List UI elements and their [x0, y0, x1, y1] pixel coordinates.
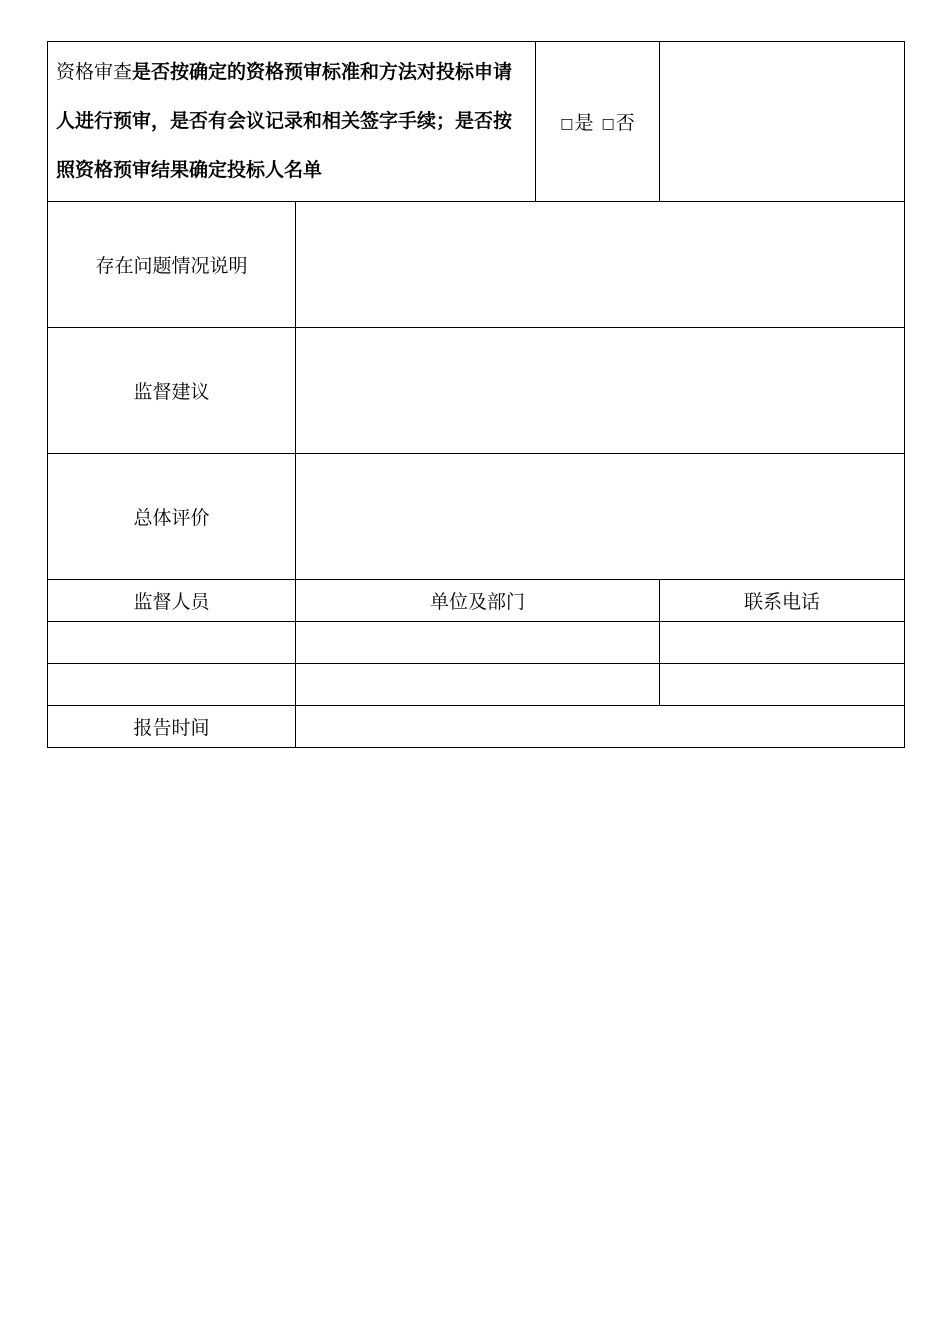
- supervision-advice-field[interactable]: [296, 328, 905, 454]
- qualification-review-question-cell: [48, 42, 536, 202]
- personnel-row: [48, 664, 905, 706]
- qualification-review-remark-cell[interactable]: [660, 42, 905, 202]
- checkbox-icon: □: [560, 115, 574, 132]
- supervision-report-table: [47, 41, 905, 748]
- personnel-header-row: [48, 580, 905, 622]
- issues-description-field[interactable]: [296, 202, 905, 328]
- option-no-label: 否: [615, 112, 635, 134]
- qualification-review-label: 资格审查: [56, 61, 133, 83]
- checkbox-icon: □: [601, 115, 615, 132]
- report-time-row: [48, 706, 905, 748]
- option-yes-checkbox[interactable]: [560, 112, 593, 134]
- unit-department-field[interactable]: [296, 664, 660, 706]
- report-time-label: 报告时间: [48, 706, 296, 748]
- qualification-review-choice-cell: [536, 42, 660, 202]
- overall-evaluation-label: 总体评价: [48, 454, 296, 580]
- phone-field[interactable]: [660, 622, 905, 664]
- supervision-report-page: [47, 41, 904, 748]
- supervisor-field[interactable]: [48, 664, 296, 706]
- phone-column-header: 联系电话: [660, 580, 905, 622]
- supervision-advice-label: 监督建议: [48, 328, 296, 454]
- qualification-review-row: [48, 42, 905, 202]
- unit-department-field[interactable]: [296, 622, 660, 664]
- supervisor-field[interactable]: [48, 622, 296, 664]
- option-no-checkbox[interactable]: [602, 112, 635, 134]
- overall-evaluation-field[interactable]: [296, 454, 905, 580]
- phone-field[interactable]: [660, 664, 905, 706]
- issues-description-label: 存在问题情况说明: [48, 202, 296, 328]
- unit-department-column-header: 单位及部门: [296, 580, 660, 622]
- overall-evaluation-row: [48, 454, 905, 580]
- supervisor-column-header: 监督人员: [48, 580, 296, 622]
- qualification-review-question: 是否按确定的资格预审标准和方法对投标申请人进行预审，是否有会议记录和相关签字手续；是否按照资格预审结果确定投标人名单: [56, 61, 513, 181]
- supervision-advice-row: [48, 328, 905, 454]
- issues-description-row: [48, 202, 905, 328]
- report-time-field[interactable]: [296, 706, 905, 748]
- option-yes-label: 是: [574, 112, 594, 134]
- personnel-row: [48, 622, 905, 664]
